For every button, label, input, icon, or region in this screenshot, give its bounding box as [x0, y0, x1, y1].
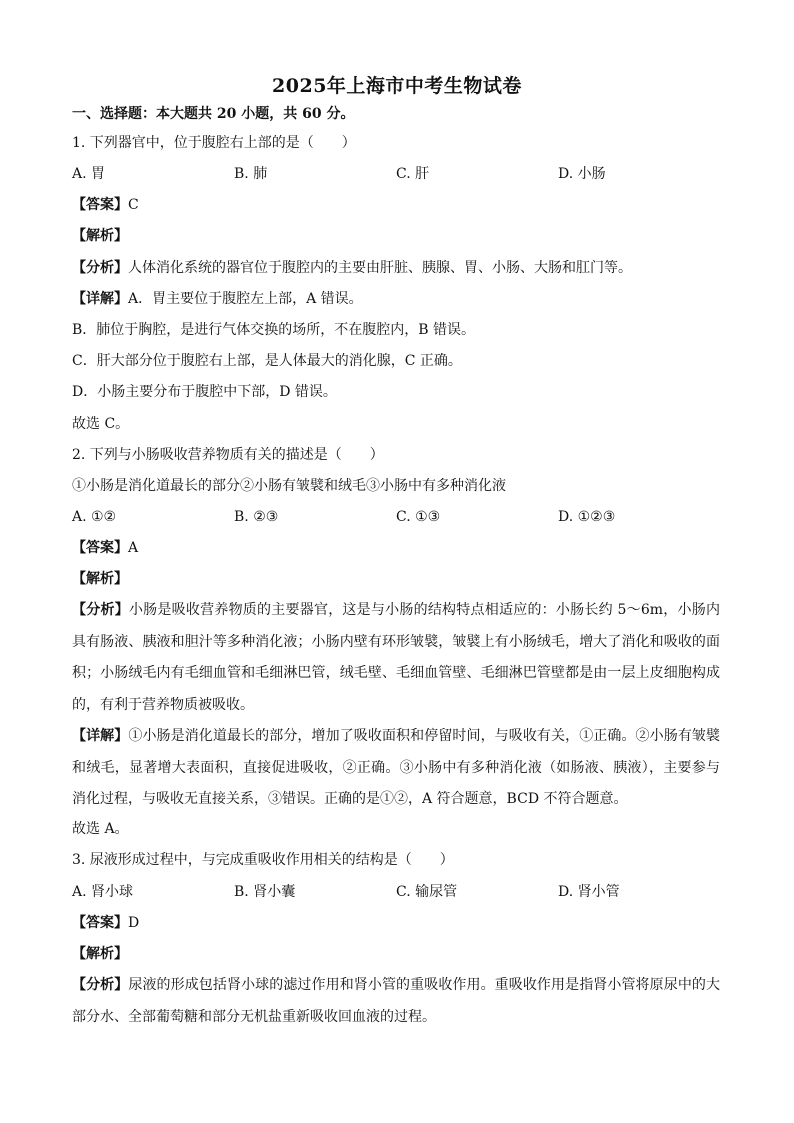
q1-option-b: B. 肺 — [234, 166, 268, 182]
q3-option-b: B. 肾小囊 — [234, 884, 296, 900]
q2-analysis — [72, 595, 720, 721]
q2-option-c: C. ①③ — [396, 509, 441, 525]
detail-text: ①小肠是消化道最长的部分，增加了吸收面积和停留时间，与吸收有关，①正确。②小肠有皱襞和绒毛，显著增大表面积，直接促进吸收，②正确。③小肠中有多种消化液（如肠液、胰液），主要参与消化过程，与吸收无直接关系，③错误。正确的是①②，A 符合题意，BCD 不符合题意。 — [72, 728, 721, 807]
q1-jiexi-tag: 【解析】 — [72, 228, 128, 244]
analysis-tag: 【分析】 — [72, 260, 128, 276]
q2-statements: ①小肠是消化道最长的部分②小肠有皱襞和绒毛③小肠中有多种消化液 — [72, 478, 506, 494]
q1-detail-a — [72, 289, 732, 309]
q2-option-a: A. ①② — [72, 509, 117, 525]
q1-detail-c: C．肝大部分位于腹腔右上部，是人体最大的消化腺，C 正确。 — [72, 353, 462, 369]
question-2-stem: 2. 下列与小肠吸收营养物质有关的描述是（ ） — [72, 447, 384, 463]
answer-tag: 【答案】 — [72, 197, 128, 213]
q1-option-a: A. 胃 — [72, 166, 106, 182]
q3-option-d: D. 肾小管 — [558, 884, 620, 900]
detail-text: A．胃主要位于腹腔左上部，A 错误。 — [128, 291, 363, 307]
q2-answer — [72, 538, 732, 558]
q2-option-b: B. ②③ — [234, 509, 279, 525]
analysis-tag: 【分析】 — [72, 977, 129, 993]
answer-tag: 【答案】 — [72, 915, 128, 931]
q1-option-d: D. 小肠 — [558, 166, 606, 182]
q3-jiexi-tag: 【解析】 — [72, 946, 128, 962]
page-title: 2025年上海市中考生物试卷 — [272, 75, 522, 97]
q1-detail-d: D．小肠主要分布于腹腔中下部，D 错误。 — [72, 384, 337, 400]
analysis-text: 小肠是吸收营养物质的主要器官，这是与小肠的结构特点相适应的：小肠长约 5～6m，小肠内具有肠液、胰液和胆汁等多种消化液；小肠内壁有环形皱襞，皱襞上有小肠绒毛，增大了消化和吸收的面积；小肠绒毛内有毛细血管和毛细淋巴管，绒毛壁、毛细血管壁、毛细淋巴管壁都是由一层上皮细胞构成的，有利于营养物质被吸收。 — [72, 602, 720, 713]
detail-tag: 【详解】 — [72, 728, 129, 744]
q1-analysis — [72, 258, 732, 278]
analysis-text: 尿液的形成包括肾小球的滤过作用和肾小管的重吸收作用。重吸收作用是指肾小管将原尿中的大部分水、全部葡萄糖和部分无机盐重新吸收回血液的过程。 — [72, 977, 721, 1025]
q3-option-a: A. 肾小球 — [72, 884, 134, 900]
q1-answer — [72, 195, 732, 215]
q1-option-c: C. 肝 — [396, 166, 430, 182]
q2-detail — [72, 721, 720, 816]
detail-tag: 【详解】 — [72, 291, 128, 307]
q3-answer — [72, 913, 732, 933]
q3-analysis — [72, 970, 720, 1033]
q2-conclusion: 故选 A。 — [72, 821, 129, 837]
question-3-stem: 3. 尿液形成过程中，与完成重吸收作用相关的结构是（ ） — [72, 852, 454, 868]
q2-jiexi-tag: 【解析】 — [72, 571, 128, 587]
answer-value: A — [128, 540, 139, 556]
analysis-text: 人体消化系统的器官位于腹腔内的主要由肝脏、胰腺、胃、小肠、大肠和肛门等。 — [128, 260, 632, 276]
answer-tag: 【答案】 — [72, 540, 128, 556]
answer-value: D — [128, 915, 140, 931]
q1-detail-b: B．肺位于胸腔，是进行气体交换的场所，不在腹腔内，B 错误。 — [72, 322, 476, 338]
q3-option-c: C. 输尿管 — [396, 884, 458, 900]
answer-value: C — [128, 197, 139, 213]
question-1-stem: 1. 下列器官中，位于腹腔右上部的是（ ） — [72, 135, 356, 151]
q2-option-d: D. ①②③ — [558, 509, 616, 525]
section-heading: 一、选择题：本大题共 20 小题，共 60 分。 — [72, 106, 355, 122]
q1-conclusion: 故选 C。 — [72, 416, 130, 432]
analysis-tag: 【分析】 — [72, 602, 129, 618]
